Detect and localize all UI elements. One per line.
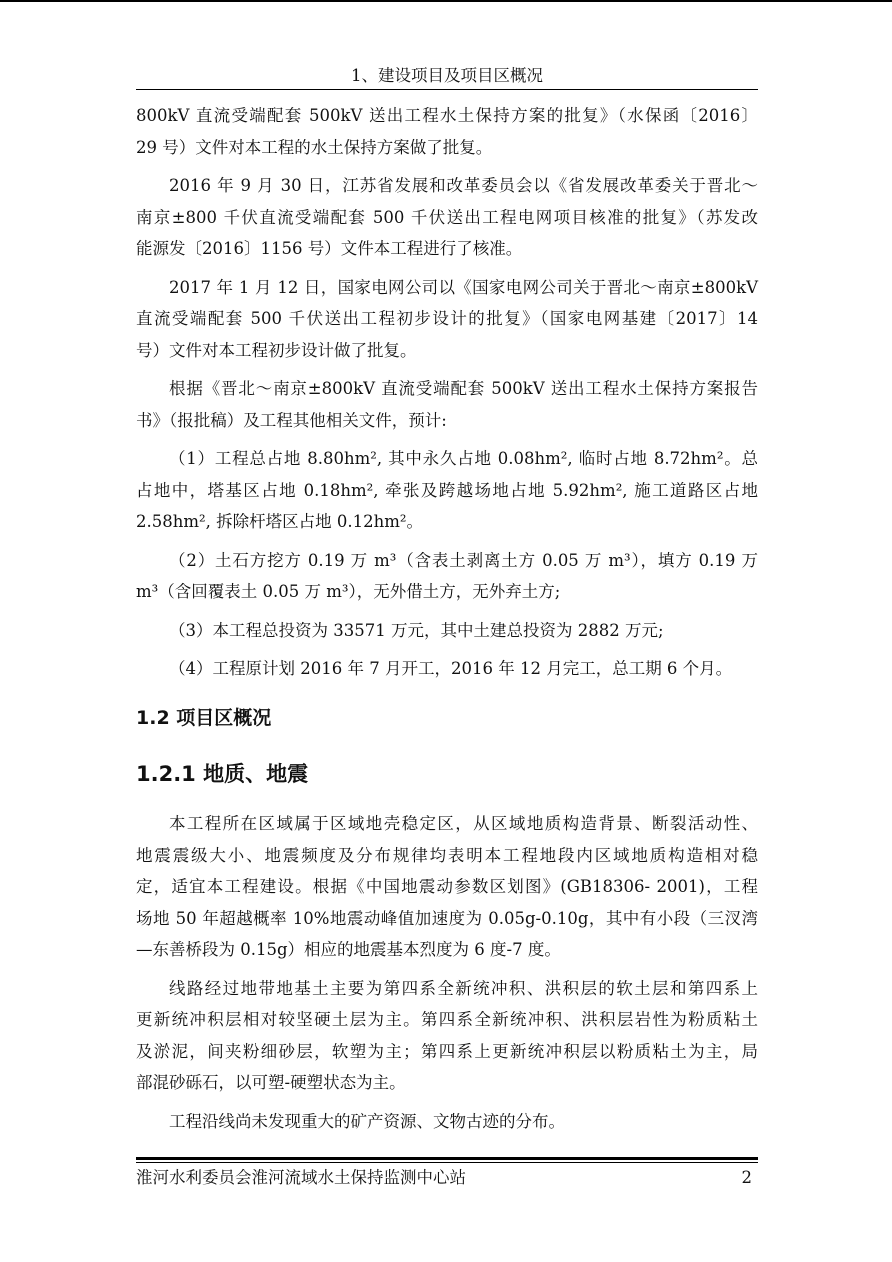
header-rule [136, 89, 758, 90]
text-line: 书》（报批稿）及工程其他相关文件，预计: [136, 410, 447, 430]
text-line: 工程沿线尚未发现重大的矿产资源、文物古迹的分布。 [169, 1111, 565, 1131]
section-heading: 1.2 项目区概况 [136, 707, 272, 729]
paragraph [136, 808, 758, 966]
text-line: 800kV 直流受端配套 500kV 送出工程水土保持方案的批复》（水保函〔2016〕 [136, 106, 758, 125]
text-line: 2016 年 9 月 30 日，江苏省发展和改革委员会以《省发展改革委关于晋北～ [169, 176, 758, 195]
paragraph [136, 545, 758, 608]
text-line: 线路经过地带地基土主要为第四系全新统冲积、洪积层的软土层和第四系上 [169, 978, 758, 998]
page-number: 2 [741, 1168, 752, 1187]
text-line: 根据《晋北～南京±800kV 直流受端配套 500kV 送出工程水土保持方案报告 [169, 379, 758, 398]
body-text-bottom [136, 808, 758, 1137]
text-line: （1）工程总占地 8.80hm², 其中永久占地 0.08hm², 临时占地 8.72hm²。总 [169, 449, 758, 468]
text-line: 本工程所在区域属于区域地壳稳定区，从区域地质构造背景、断裂活动性、 [169, 814, 758, 833]
text-line: 定，适宜本工程建设。根据《中国地震动参数区划图》(GB18306- 2001)，工程 [136, 877, 758, 896]
text-line: 2.58hm², 拆除杆塔区占地 0.12hm²。 [136, 512, 423, 531]
footer-rule-thick [136, 1157, 758, 1160]
text-line: 2017 年 1 月 12 日，国家电网公司以《国家电网公司关于晋北～南京±800kV [169, 277, 758, 297]
paragraph [136, 100, 758, 163]
text-line: 部混砂砾石，以可塑-硬塑状态为主。 [136, 1073, 406, 1092]
text-line: （4）工程原计划 2016 年 7 月开工，2016 年 12 月完工，总工期 6 个月。 [169, 659, 733, 678]
subsection-heading: 1.2.1 地质、地震 [136, 762, 309, 786]
text-line: 占地中，塔基区占地 0.18hm², 牵张及跨越场地占地 5.92hm², 施工道路区占地 [136, 480, 758, 500]
footer-organization: 淮河水利委员会淮河流域水土保持监测中心站 [136, 1168, 466, 1187]
text-line: 更新统冲积层相对较坚硬土层为主。第四系全新统冲积、洪积层岩性为粉质粘土 [136, 1010, 758, 1029]
paragraph [136, 373, 758, 436]
paragraph [136, 170, 758, 265]
paragraph [136, 653, 758, 685]
paragraph [136, 973, 758, 1099]
paragraph [136, 615, 758, 647]
text-line: 场地 50 年超越概率 10%地震动峰值加速度为 0.05g-0.10g，其中有小段（三汊湾 [136, 908, 758, 928]
paragraph [136, 1106, 758, 1138]
body-text-top [136, 100, 758, 685]
paragraph [136, 272, 758, 367]
text-line: —东善桥段为 0.15g）相应的地震基本烈度为 6 度-7 度。 [136, 940, 561, 959]
text-line: 南京±800 千伏直流受端配套 500 千伏送出工程电网项目核准的批复》（苏发改 [136, 207, 758, 227]
text-line: 及淤泥，间夹粉细砂层，软塑为主；第四系上更新统冲积层以粉质粘土为主，局 [136, 1041, 758, 1061]
text-line: （2）土石方挖方 0.19 万 m³（含表土剥离土方 0.05 万 m³），填方 0.19 万 [169, 550, 758, 570]
page-header-title: 1、建设项目及项目区概况 [351, 66, 543, 85]
text-line: 能源发〔2016〕1156 号）文件本工程进行了核准。 [136, 239, 523, 258]
top-border-line [0, 0, 892, 2]
paragraph [136, 443, 758, 538]
text-line: 29 号）文件对本工程的水土保持方案做了批复。 [136, 137, 493, 157]
text-line: m³（含回覆表土 0.05 万 m³），无外借土方，无外弃土方; [136, 582, 561, 601]
text-line: 直流受端配套 500 千伏送出工程初步设计的批复》（国家电网基建〔2017〕14 [136, 309, 758, 328]
text-line: 号）文件对本工程初步设计做了批复。 [136, 340, 417, 360]
footer-rule-thin [136, 1162, 758, 1163]
text-line: 地震震级大小、地震频度及分布规律均表明本工程地段内区域地质构造相对稳 [136, 845, 758, 865]
text-line: （3）本工程总投资为 33571 万元，其中土建总投资为 2882 万元; [169, 620, 664, 640]
